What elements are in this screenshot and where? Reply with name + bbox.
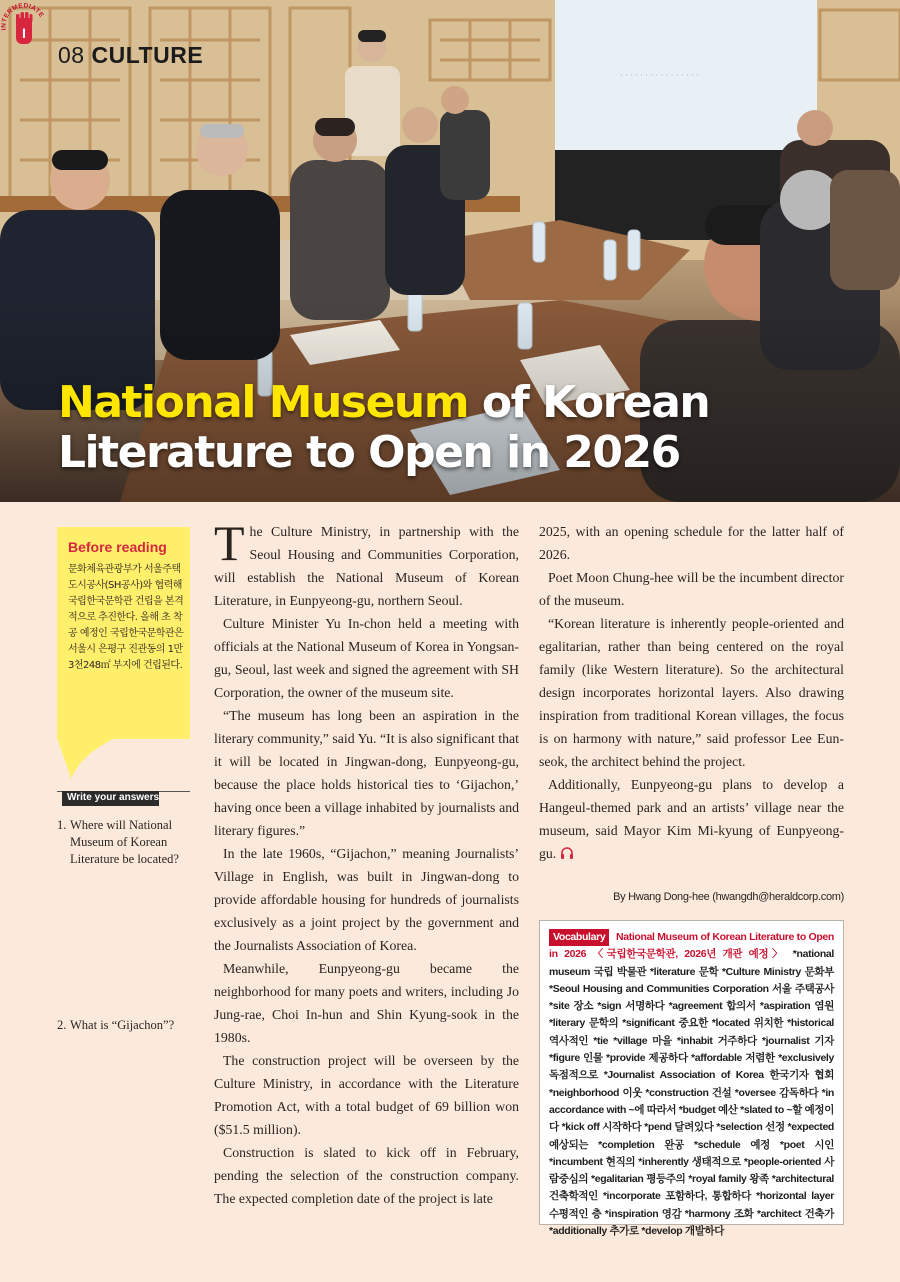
- article-paragraph: [214, 515, 519, 612]
- headline-highlight: National Museum: [58, 377, 469, 428]
- write-answers-header: [57, 791, 190, 806]
- before-reading-title: Before reading: [68, 539, 167, 555]
- article-column-2: [539, 520, 844, 865]
- article-paragraph: In the late 1960s, “Gijachon,” meaning Journalists’ Village in English, was built in Jingwan-dong to provide affordable housing for hundreds of journalists exclusively as a joint project by the government and the Journalists Association of Korea.: [214, 846, 519, 953]
- article-column-1: [214, 515, 519, 1210]
- article-paragraph: 2025, with an opening schedule for the latter half of 2026.: [539, 524, 844, 562]
- question-text: What is “Gijachon”?: [70, 1018, 175, 1032]
- byline: By Hwang Dong-hee (hwangdh@heraldcorp.com): [613, 891, 844, 903]
- question-item: [57, 1017, 185, 1034]
- vocabulary-title: National Museum of Korean Literature to Open in 2026 〈국립한국문학관, 2026년 개관 예정〉: [549, 931, 834, 961]
- drop-cap: T: [214, 515, 245, 571]
- section-number: 08: [58, 42, 85, 68]
- article-paragraph: Construction is slated to kick off in February, pending the selection of the construction company. The expected completion date of the project is late: [214, 1145, 519, 1206]
- section-label: [58, 42, 203, 69]
- vocabulary-text: [549, 929, 834, 1240]
- brand-mark-text: INTERMEDIATE: [0, 2, 45, 31]
- headline: [58, 378, 818, 478]
- vocabulary-entries: *national museum 국립 박물관 *literature 문학 *Culture Ministry 문화부 *Seoul Housing and Communities Corporation 서울 주택공사 *site 장소 *sign 서명하다 *agreement 합의서 *aspiration 염원 *literary 문학의 *significant 중요한 *located 위치한 *historical 역사적인 *tie *village 마을 *inhabit 거주하다 *journalist 기자 *figure 인물 *provide 제공하다 *affordable 저렴한 *exclusively 독점적으로 *Journalist Association of Korea 한국기자 협회 *neighborhood 이웃 *construction 건설 *oversee 감독하다 *in accordance with ~에 따라서 *budget 예산 *slated to ~할 예정이다 *kick off 시작하다 *pend 달려있다 *selection 선정 *expected 예상되는 *completion 완공 *schedule 예정 *poet 시인 *incumbent 현직의 *inherently 생태적으로 *people-oriented 사람중심의 *egalitarian 평등주의 *royal family 왕족 *architectural 건축학적인 *incorporate 포함하다, 통합하다 *horizontal layer 수평적인 층 *inspiration 영감 *harmony 조화 *architect 건축가 *additionally 추가로 *develop 개발하다: [549, 948, 834, 1238]
- article-paragraph: Culture Minister Yu In-chon held a meeting with officials at the National Museum of Korea in Yongsan-gu, Seoul, last week and signed the agreement with SH Corporation, the owner of the museum site.: [214, 616, 519, 700]
- vocabulary-tag: Vocabulary: [549, 929, 609, 946]
- article-paragraph: Poet Moon Chung-hee will be the incumbent director of the museum.: [539, 570, 844, 608]
- article-paragraph: Meanwhile, Eunpyeong-gu became the neighborhood for many poets and writers, including Jo Jung-rae, Choi In-hun and Shin Kyung-sook in the 1980s.: [214, 961, 519, 1045]
- vocabulary-box: [539, 920, 844, 1238]
- article-paragraph: [539, 773, 844, 865]
- section-name: CULTURE: [91, 42, 204, 68]
- article-paragraph-text: Additionally, Eunpyeong-gu plans to develop a Hangeul-themed park and an artists’ village near the museum, said Mayor Kim Mi-kyung of Eunpyeong-gu.: [539, 777, 844, 861]
- article-paragraph-text: he Culture Ministry, in partnership with the Seoul Housing and Communities Corporation, will establish the National Museum of Korean Literature, in Eunpyeong-gu, northern Seoul.: [214, 524, 519, 608]
- question-item: [57, 817, 185, 868]
- svg-text:· · · · · · · · · · · · · · ·: · · · · · · · · · · · · · · · ·: [620, 71, 699, 80]
- question-number: 1.: [57, 818, 67, 832]
- article-paragraph: “The museum has long been an aspiration in the literary community,” said Yu. “It is also significant that it will be located in Jingwan-dong, Eunpyeong-gu, because the place holds historical ties to ‘Gijachon,’ having once been a village inhabited by journalists and literary figures.”: [214, 708, 519, 838]
- article-paragraph: The construction project will be overseen by the Culture Ministry, in accordance with the Literature Promotion Act, with a total budget of 69 billion won ($51.5 million).: [214, 1053, 519, 1137]
- before-reading-box: [57, 527, 190, 739]
- hero-photo: [0, 0, 900, 502]
- before-reading-text: 문화체육관광부가 서울주택도시공사(SH공사)와 협력해 국립한국문학관 건립을 본격적으로 추진한다. 올해 초 착공 예정인 국립한국문학관은 서울시 은평구 진관동의 1만3천248㎡ 부지에 건립된다.: [68, 564, 184, 671]
- speech-bubble-tail: [57, 737, 117, 779]
- headline-line2: Literature to Open in 2026: [58, 427, 680, 478]
- question-text: Where will National Museum of Korean Literature be located?: [70, 818, 179, 866]
- write-answers-label: Write your answers: [67, 792, 160, 803]
- hand-badge-icon: [0, 0, 48, 48]
- headphone-icon[interactable]: [560, 847, 574, 859]
- headline-line1-rest: of Korean: [468, 377, 710, 428]
- brand-mark-letter: I: [22, 25, 26, 41]
- article-paragraph: “Korean literature is inherently people-oriented and egalitarian, rather than being centered on the royal family (like Western literature). So the architectural design incorporates horizontal layers. Also drawing inspiration from traditional Korean villages, the focus is on harmony with nature,” said professor Lee Eun-seok, the architect behind the project.: [539, 616, 844, 769]
- question-number: 2.: [57, 1018, 67, 1032]
